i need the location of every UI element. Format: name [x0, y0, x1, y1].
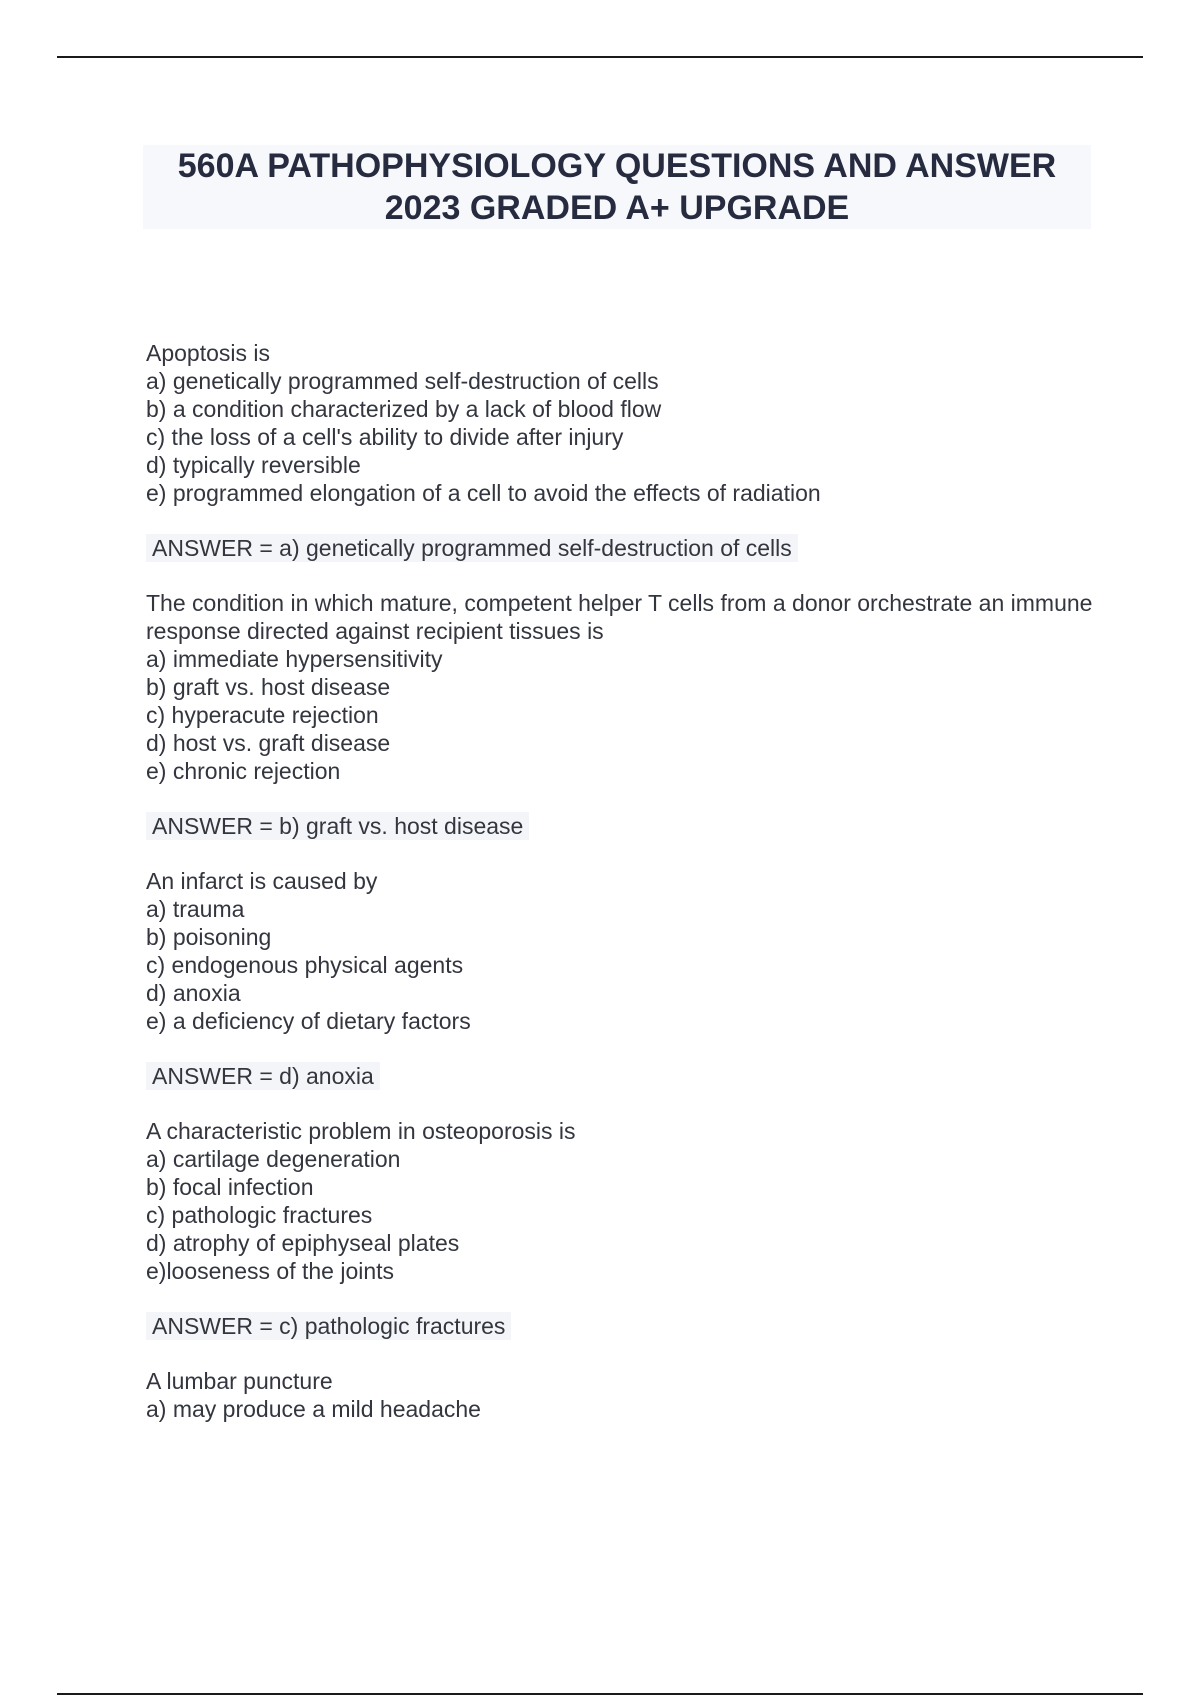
option-c: c) endogenous physical agents [146, 952, 464, 978]
answer-3: ANSWER = d) anoxia [146, 1062, 380, 1090]
question-5 [146, 1367, 1106, 1423]
question-stem: Apoptosis is [146, 340, 271, 366]
option-e: e) a deficiency of dietary factors [146, 1008, 471, 1034]
option-a: a) may produce a mild headache [146, 1396, 481, 1422]
question-3 [146, 867, 1106, 1035]
option-a: a) genetically programmed self-destruction of cells [146, 368, 659, 394]
document-title [143, 145, 1091, 229]
option-c: c) pathologic fractures [146, 1202, 373, 1228]
question-stem: The condition in which mature, competent helper T cells from a donor orchestrate an immune response directed against recipient tissues is [146, 590, 1093, 644]
option-d: d) atrophy of epiphyseal plates [146, 1230, 460, 1256]
option-b: b) poisoning [146, 924, 272, 950]
option-b: b) a condition characterized by a lack of blood flow [146, 396, 662, 422]
question-stem: A lumbar puncture [146, 1368, 333, 1394]
option-e: e)looseness of the joints [146, 1258, 395, 1284]
option-e: e) programmed elongation of a cell to avoid the effects of radiation [146, 480, 821, 506]
option-c: c) hyperacute rejection [146, 702, 379, 728]
option-a: a) cartilage degeneration [146, 1146, 401, 1172]
question-2 [146, 589, 1106, 785]
answer-4: ANSWER = c) pathologic fractures [146, 1312, 511, 1340]
option-d: d) host vs. graft disease [146, 730, 391, 756]
option-b: b) focal infection [146, 1174, 314, 1200]
answer-2: ANSWER = b) graft vs. host disease [146, 812, 529, 840]
top-rule [57, 56, 1143, 58]
question-1 [146, 339, 1106, 507]
title-line-2: 2023 GRADED A+ UPGRADE [384, 189, 850, 227]
title-line-1: 560A PATHOPHYSIOLOGY QUESTIONS AND ANSWER [177, 147, 1057, 185]
option-b: b) graft vs. host disease [146, 674, 391, 700]
question-list [146, 339, 1106, 1450]
option-c: c) the loss of a cell's ability to divide after injury [146, 424, 624, 450]
question-stem: A characteristic problem in osteoporosis is [146, 1118, 576, 1144]
option-a: a) trauma [146, 896, 245, 922]
option-d: d) anoxia [146, 980, 241, 1006]
option-e: e) chronic rejection [146, 758, 341, 784]
question-stem: An infarct is caused by [146, 868, 378, 894]
option-a: a) immediate hypersensitivity [146, 646, 443, 672]
bottom-rule [57, 1693, 1143, 1695]
option-d: d) typically reversible [146, 452, 361, 478]
question-4 [146, 1117, 1106, 1285]
answer-1: ANSWER = a) genetically programmed self-destruction of cells [146, 534, 798, 562]
